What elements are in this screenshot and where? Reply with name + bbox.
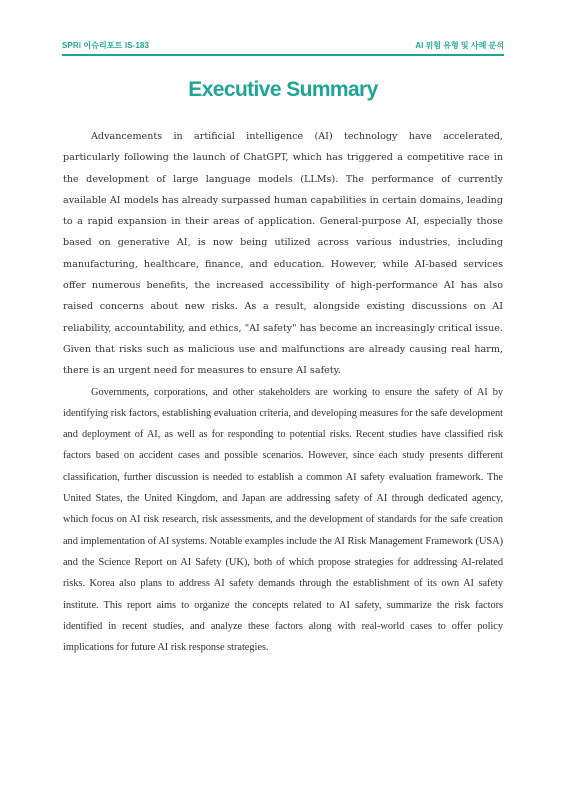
summary-body — [63, 126, 503, 658]
paragraph: Advancements in artificial intelligence (AI) technology have accelerated, particularly following the launch of ChatGPT, which has triggered a competitive race in the development of large language models (LLMs). The performance of currently available AI models has already surpassed human capabilities in certain domains, leading to a rapid expansion in their areas of application. General-purpose AI, especially those based on generative AI, is now being utilized across various industries, including manufacturing, healthcare, finance, and education. However, while AI-based services offer numerous benefits, the increased accessibility of high-performance AI has also raised concerns about new risks. As a result, alongside existing discussions on AI reliability, accountability, and ethics, "AI safety" has become an increasingly critical issue. Given that risks such as malicious use and malfunctions are already causing real harm, there is an urgent need for measures to ensure AI safety. — [63, 131, 503, 377]
paragraph: Governments, corporations, and other stakeholders are working to ensure the safety of AI by identifying risk factors, establishing evaluation criteria, and developing measures for the safe development and deployment of AI, as well as for responding to potential risks. Recent studies have classified risk factors based on accident cases and possible scenarios. However, since each study presents different classification, further discussion is needed to establish a common AI safety evaluation framework. The United States, the United Kingdom, and Japan are addressing safety of AI through dedicated agency, which focus on AI risk research, risk assessments, and the development of standards for the safe creation and implementation of AI systems. Notable examples include the AI Risk Management Framework (USA) and the Science Report on AI Safety (UK), both of which propose strategies for addressing AI-related risks. Korea also plans to address AI safety demands through the establishment of its own AI safety institute. This report aims to organize the concepts related to AI safety, summarize the risk factors identified in recent studies, and analyze these factors along with real-world cases to offer policy implications for future AI risk response strategies. — [63, 386, 503, 654]
header-divider — [62, 54, 504, 56]
section-title: AI 위험 유형 및 사례 분석 — [415, 41, 504, 50]
page-title: Executive Summary — [188, 78, 378, 101]
report-id: SPRi 이슈리포트 IS-183 — [62, 41, 150, 50]
